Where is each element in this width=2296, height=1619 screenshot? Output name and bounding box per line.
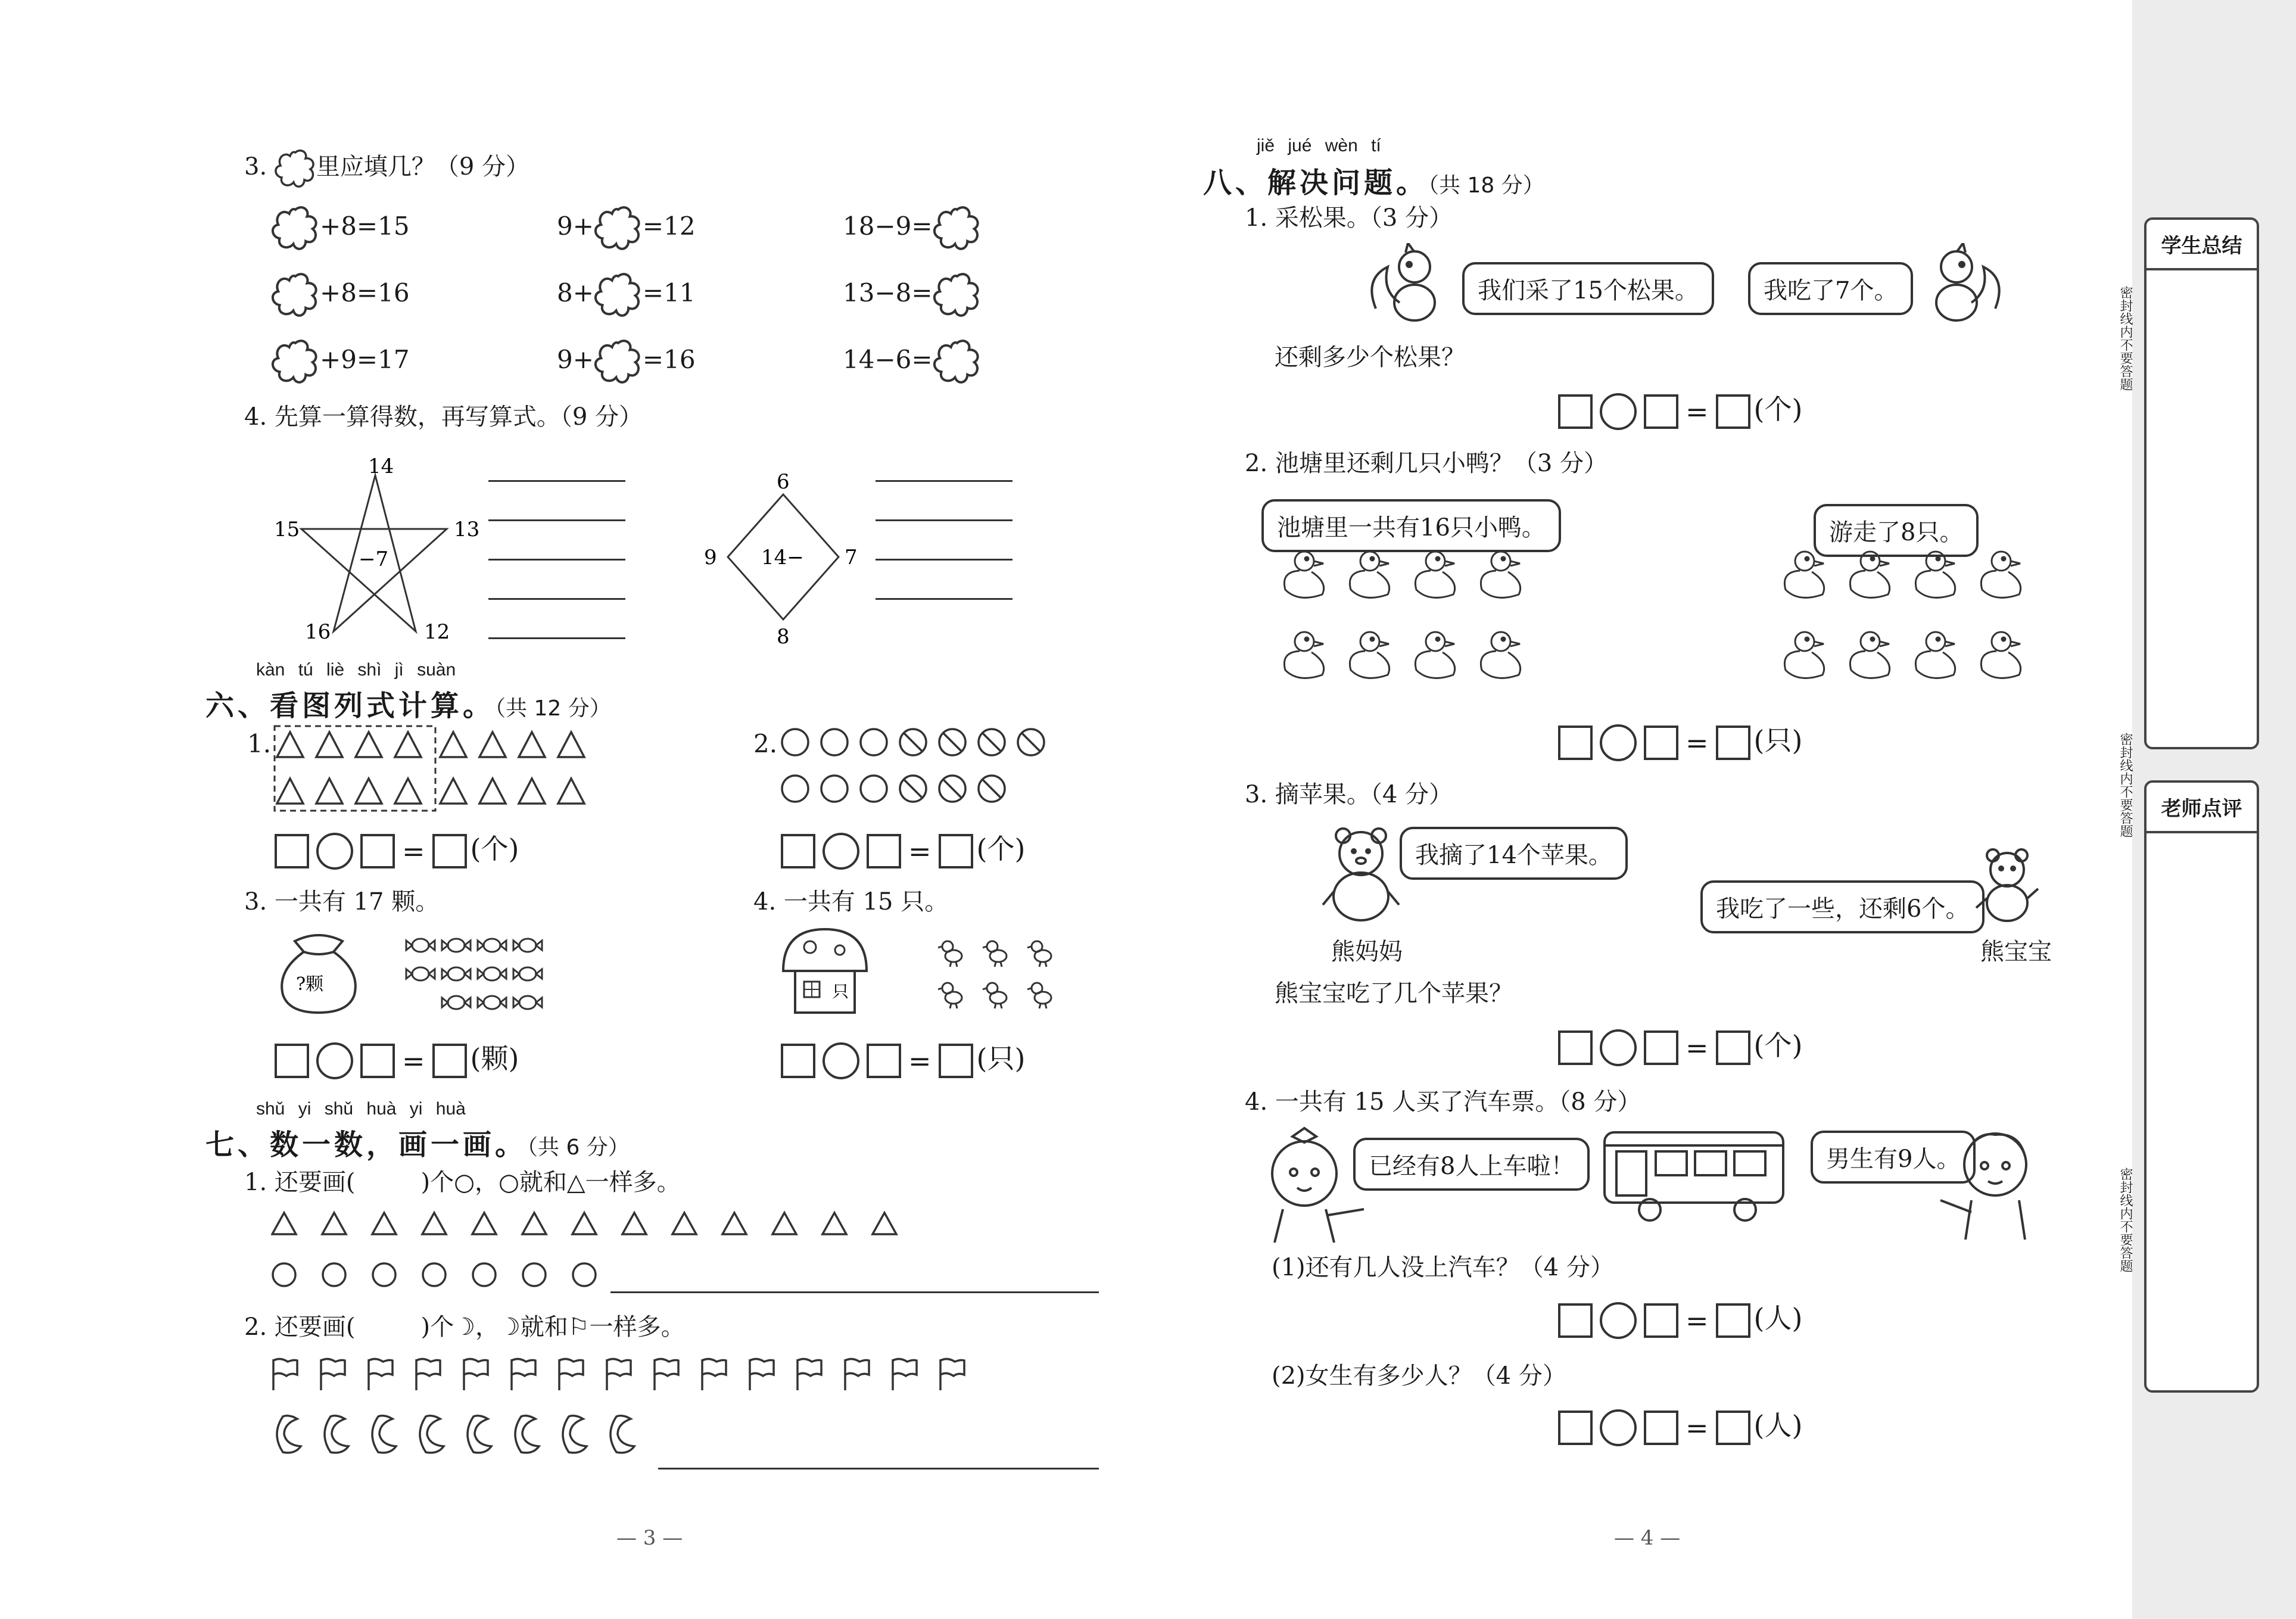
candy-bag-icon: [271, 923, 366, 1019]
p4-equation-1: = (人): [1554, 1300, 1802, 1339]
answer-square[interactable]: [1644, 1030, 1678, 1065]
q3-row-3-col1: +9=17: [271, 339, 410, 384]
answer-square[interactable]: [1558, 726, 1593, 760]
boy-icon: [1936, 1123, 2043, 1242]
answer-square[interactable]: [867, 834, 901, 868]
squirrel-icon: [1912, 243, 2007, 332]
answer-square[interactable]: [1644, 394, 1678, 429]
ducks-right-figure: [1781, 548, 2049, 703]
flower-answer-box[interactable]: [594, 272, 643, 317]
seal-line-notice: 密封线内不要答题: [2118, 286, 2133, 391]
p2-speech-bubble-1: 池塘里一共有16只小鸭。: [1261, 499, 1561, 552]
flags-moons-row: [271, 1357, 1105, 1476]
triangles-circles-row: [271, 1208, 1105, 1303]
circles-figure: [777, 722, 1069, 811]
q3-row-1-col3: 18−9=: [843, 206, 982, 251]
chicks-figure: [938, 938, 1069, 1016]
p3-speech-bubble-2: 我吃了一些，还剩6个。: [1700, 880, 1985, 933]
sec7-q2-label: 2. 还要画( )个☽，☽就和⚐一样多。: [244, 1313, 685, 1341]
triangles-figure: [271, 724, 605, 813]
diamond-top-label: 6: [777, 471, 790, 494]
q3-row-2-col1: +8=16: [271, 272, 410, 317]
p4-speech-bubble-2: 男生有9人。: [1811, 1131, 1976, 1184]
p1-equation: = (个): [1554, 391, 1802, 430]
answer-square[interactable]: [1644, 726, 1678, 760]
flower-answer-box[interactable]: [594, 339, 643, 384]
q4-label: 4. 先算一算得数，再写算式。（9 分）: [244, 403, 643, 431]
sec7-q1-label: 1. 还要画( )个○，○就和△一样多。: [244, 1169, 681, 1196]
answer-line[interactable]: [488, 559, 625, 561]
p1-speech-bubble-2: 我吃了7个。: [1748, 262, 1913, 315]
diamond-diagram: [697, 471, 870, 649]
flower-answer-box[interactable]: [933, 339, 982, 384]
page-number-3: — 3 —: [616, 1526, 683, 1550]
answer-square[interactable]: [1716, 394, 1750, 429]
star-diagram: [268, 453, 482, 643]
answer-square[interactable]: [432, 1044, 467, 1078]
teacher-comment-title: 老师点评: [2147, 783, 2257, 833]
sec6-q3-equation: = (颗): [271, 1040, 519, 1079]
answer-square[interactable]: [781, 834, 815, 868]
p2-equation: = (只): [1554, 722, 1802, 761]
star-left-label: 15: [274, 518, 300, 541]
answer-square[interactable]: [1644, 1303, 1678, 1338]
operator-circle[interactable]: [316, 833, 353, 870]
operator-circle[interactable]: [823, 1042, 859, 1079]
answer-square[interactable]: [360, 1044, 395, 1078]
flower-icon: [275, 149, 316, 188]
sec6-pinyin: kàn tú liè shì jì suàn: [256, 660, 456, 680]
answer-square[interactable]: [432, 834, 467, 868]
p4-speech-bubble-1: 已经有8人上车啦！: [1353, 1138, 1590, 1191]
sec7-title: 七、数一数，画一画。（共 6 分）: [205, 1128, 630, 1162]
answer-square[interactable]: [939, 834, 973, 868]
answer-square[interactable]: [1716, 1411, 1750, 1445]
p3-speech-bubble-1: 我摘了14个苹果。: [1400, 827, 1628, 880]
q3-row-2-col2: 8+ =11: [557, 272, 696, 317]
answer-square[interactable]: [360, 834, 395, 868]
page-number-4: — 4 —: [1614, 1526, 1681, 1550]
q3-row-1-col1: +8=15: [271, 206, 410, 251]
p1-speech-bubble-1: 我们采了15个松果。: [1462, 262, 1714, 315]
seal-line-notice: 密封线内不要答题: [2118, 733, 2133, 837]
p4-sub-question-1: (1)还有几人没上汽车？（4 分）: [1272, 1254, 1614, 1281]
student-summary-title: 学生总结: [2147, 220, 2257, 270]
operator-circle[interactable]: [1600, 1029, 1637, 1066]
answer-line[interactable]: [488, 637, 625, 639]
answer-square[interactable]: [1558, 1303, 1593, 1338]
q3-row-3-col2: 9+ =16: [557, 339, 696, 384]
p3-name-1: 熊妈妈: [1331, 938, 1403, 966]
bear-mother-icon: [1319, 825, 1403, 926]
star-bottom-left-label: 16: [305, 620, 331, 643]
p4-label: 4. 一共有 15 人买了汽车票。（8 分）: [1245, 1088, 1641, 1116]
answer-square[interactable]: [1644, 1411, 1678, 1445]
p1-question: 还剩多少个松果？: [1275, 344, 1465, 371]
candies-figure: [405, 932, 566, 1016]
sec7-pinyin: shǔ yi shǔ huà yi huà: [256, 1099, 466, 1119]
diamond-bottom-label: 8: [777, 625, 790, 649]
diamond-left-label: 9: [704, 546, 717, 569]
drawing-line[interactable]: [658, 1468, 1099, 1469]
operator-circle[interactable]: [1600, 393, 1637, 430]
star-top-label: 14: [368, 454, 394, 478]
squirrel-icon: [1364, 243, 1459, 332]
answer-square[interactable]: [1558, 1411, 1593, 1445]
sec6-q1-label: 1.: [247, 729, 272, 758]
answer-square[interactable]: [1716, 1303, 1750, 1338]
sec6-q4-label: 4. 一共有 15 只。: [753, 888, 949, 916]
student-summary-box[interactable]: [2144, 217, 2259, 749]
svg-text:只: 只: [832, 982, 849, 1001]
q3-row-3-col3: 14−6=: [843, 339, 982, 384]
sec6-title: 六、看图列式计算。（共 12 分）: [205, 689, 611, 723]
operator-circle[interactable]: [1600, 1409, 1637, 1446]
drawing-line[interactable]: [610, 1291, 1099, 1293]
sec6-q1-equation: = (个): [271, 830, 519, 870]
answer-square[interactable]: [1558, 394, 1593, 429]
sec6-q2-label: 2.: [753, 729, 778, 758]
sec6-q4-equation: = (只): [777, 1040, 1025, 1079]
answer-square[interactable]: [275, 1044, 309, 1078]
sec8-title: 八、解决问题。（共 18 分）: [1203, 166, 1544, 200]
p2-speech-bubble-2: 游走了8只。: [1814, 504, 1979, 557]
answer-line[interactable]: [488, 480, 625, 482]
answer-square[interactable]: [781, 1044, 815, 1078]
p3-label: 3. 摘苹果。（4 分）: [1245, 781, 1453, 808]
flower-answer-box[interactable]: [271, 339, 320, 384]
flower-answer-box[interactable]: [594, 206, 643, 251]
answer-line[interactable]: [488, 598, 625, 600]
bus-icon: [1602, 1129, 1790, 1224]
mushroom-house-icon: [777, 923, 873, 1019]
p3-name-2: 熊宝宝: [1980, 938, 2052, 966]
girl-icon: [1263, 1126, 1370, 1245]
answer-square[interactable]: [1558, 1030, 1593, 1065]
p4-sub-question-2: (2)女生有多少人？（4 分）: [1272, 1362, 1566, 1390]
bear-baby-icon: [1971, 846, 2043, 923]
p4-equation-2: = (人): [1554, 1407, 1802, 1446]
operator-circle[interactable]: [1600, 1302, 1637, 1339]
flower-answer-box[interactable]: [933, 206, 982, 251]
operator-circle[interactable]: [316, 1042, 353, 1079]
flower-answer-box[interactable]: [271, 206, 320, 251]
answer-square[interactable]: [1716, 1030, 1750, 1065]
p1-label: 1. 采松果。（3 分）: [1245, 204, 1453, 232]
star-right-label: 13: [454, 518, 480, 541]
star-center-label: −7: [359, 547, 389, 571]
answer-line[interactable]: [876, 598, 1013, 600]
p3-question: 熊宝宝吃了几个苹果？: [1275, 980, 1513, 1007]
answer-line[interactable]: [876, 519, 1013, 521]
seal-line-notice: 密封线内不要答题: [2118, 1167, 2133, 1272]
q3-label: 3. 里应填几？（9 分）: [244, 149, 529, 188]
teacher-comment-box[interactable]: [2144, 780, 2259, 1393]
answer-line[interactable]: [488, 519, 625, 521]
star-bottom-right-label: 12: [424, 620, 450, 643]
flower-answer-box[interactable]: [933, 272, 982, 317]
diamond-center-label: 14−: [761, 546, 804, 569]
answer-line[interactable]: [876, 559, 1013, 561]
p3-equation: = (个): [1554, 1027, 1802, 1066]
p2-label: 2. 池塘里还剩几只小鸭？（3 分）: [1245, 450, 1608, 477]
flower-answer-box[interactable]: [271, 272, 320, 317]
operator-circle[interactable]: [1600, 724, 1637, 761]
ducks-left-figure: [1281, 548, 1549, 703]
diamond-right-label: 7: [845, 546, 858, 569]
sec8-pinyin: jiě jué wèn tí: [1257, 136, 1381, 155]
sec6-q2-equation: = (个): [777, 830, 1025, 870]
svg-text:?颗: ?颗: [296, 974, 324, 995]
answer-square[interactable]: [939, 1044, 973, 1078]
answer-square[interactable]: [867, 1044, 901, 1078]
answer-square[interactable]: [1716, 726, 1750, 760]
q3-row-2-col3: 13−8=: [843, 272, 982, 317]
answer-square[interactable]: [275, 834, 309, 868]
answer-line[interactable]: [876, 480, 1013, 482]
sec6-q3-label: 3. 一共有 17 颗。: [244, 888, 440, 916]
operator-circle[interactable]: [823, 833, 859, 870]
q3-row-1-col2: 9+ =12: [557, 206, 696, 251]
